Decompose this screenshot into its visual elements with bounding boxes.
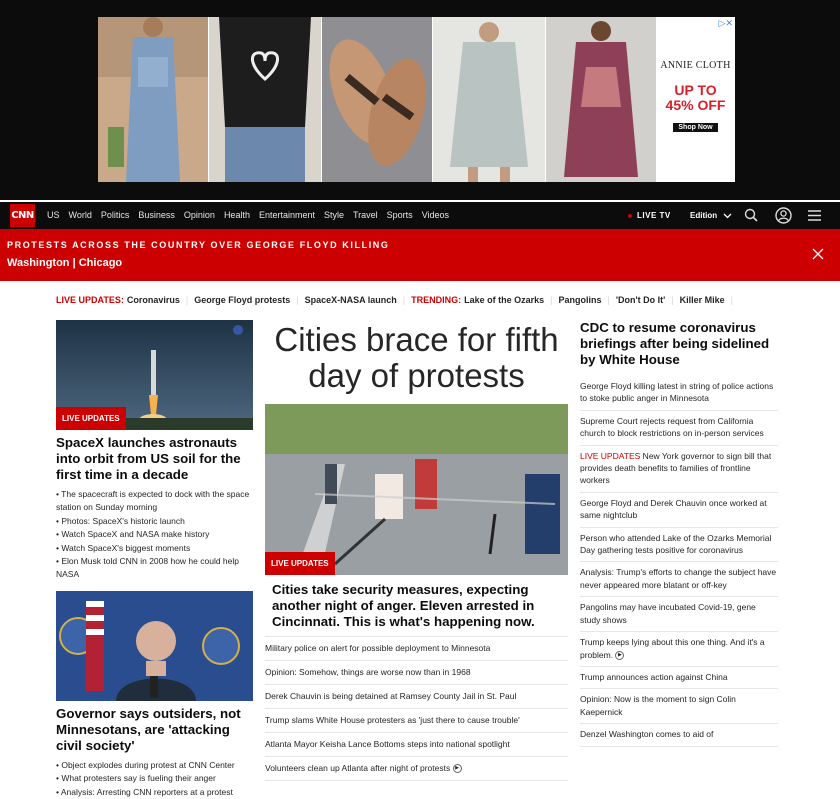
list-item[interactable] <box>580 562 778 597</box>
protests-story-list <box>265 636 568 781</box>
list-item-text: Trump announces action against China <box>580 671 728 682</box>
list-item[interactable] <box>580 376 778 411</box>
bullet-item[interactable]: • What protesters say is fueling their anger <box>56 773 216 784</box>
account-icon[interactable] <box>775 207 792 224</box>
list-item[interactable] <box>580 667 778 689</box>
search-icon[interactable] <box>744 208 758 222</box>
trending-label: TRENDING: <box>411 295 462 305</box>
list-item-text: Denzel Washington comes to aid of <box>580 729 714 740</box>
list-item[interactable] <box>580 597 778 632</box>
list-item-text: George Floyd killing latest in string of police actions to stoke public anger in Minnesota <box>580 381 774 404</box>
close-icon[interactable] <box>812 248 824 260</box>
chevron-down-icon <box>723 213 732 219</box>
list-item[interactable] <box>580 411 778 446</box>
trending-link-dont-do-it[interactable]: 'Don't Do It' <box>615 295 666 305</box>
list-item-text: Opinion: Now is the moment to sign Colin Kaepernick <box>580 694 736 717</box>
trending-link-pangolins[interactable]: Pangolins <box>558 295 602 305</box>
banner-title[interactable]: PROTESTS ACROSS THE COUNTRY OVER GEORGE FLOYD KILLING <box>7 240 390 250</box>
list-item-text: George Floyd and Derek Chauvin once worked at same nightclub <box>580 497 767 521</box>
list-item[interactable]: Opinion: Somehow, things are worse now than in 1968 <box>265 661 568 685</box>
hamburger-menu-icon[interactable] <box>808 210 821 221</box>
live-updates-prefix: LIVE UPDATES <box>580 450 641 461</box>
list-item-text: New York governor to sign bill that provides death benefits to families of frontline workers <box>580 450 772 486</box>
trending-link-george-floyd[interactable]: George Floyd protests <box>194 295 291 305</box>
live-updates-tag: LIVE UPDATES <box>265 552 335 575</box>
protests-headline[interactable]: Cities take security measures, expecting another night of anger. Eleven arrested in Cincinnati. This is what's happening now. <box>272 582 535 629</box>
ad-shop-now-button[interactable]: Shop Now <box>673 123 717 132</box>
cnn-logo[interactable]: CNN <box>10 204 35 227</box>
ad-photo-dress[interactable] <box>433 17 545 182</box>
list-item-text: Volunteers clean up Atlanta after night of protests <box>265 763 451 773</box>
list-item[interactable]: Derek Chauvin is being detained at Ramsey County Jail in St. Paul <box>265 685 568 709</box>
trending-link-ozarks[interactable]: Lake of the Ozarks <box>464 295 545 305</box>
top-nav <box>0 202 840 229</box>
bullet-item[interactable]: • Elon Musk told CNN in 2008 how he could help NASA <box>56 556 239 580</box>
right-column <box>580 320 778 747</box>
spacex-bullets <box>56 488 253 582</box>
banner-link-washington[interactable]: Washington <box>7 257 70 269</box>
ad-photo-tshirt[interactable] <box>209 17 321 182</box>
nav-link-style[interactable]: Style <box>323 210 344 220</box>
live-dot-icon <box>628 214 632 218</box>
protest-cleanup-image[interactable] <box>265 404 568 575</box>
list-item-text: Analysis: Trump's efforts to change the subject have never appeared more blatant or off-key <box>580 567 777 590</box>
banner-links <box>7 257 122 269</box>
nav-link-us[interactable]: US <box>47 210 60 220</box>
bullet-item[interactable]: • Watch SpaceX and NASA make history <box>56 529 210 540</box>
list-item[interactable]: Trump slams White House protesters as 'just there to cause trouble' <box>265 709 568 733</box>
ad-brand: ANNIE CLOTH <box>660 60 731 71</box>
bullet-item[interactable]: • Analysis: Arresting CNN reporters at a protest <box>56 786 233 797</box>
list-item[interactable]: Atlanta Mayor Keisha Lance Bottoms steps into national spotlight <box>265 733 568 757</box>
ad-photo-sandals[interactable] <box>322 17 432 182</box>
left-column <box>56 320 253 799</box>
ad-band <box>0 0 840 200</box>
trending-link-coronavirus[interactable]: Coronavirus <box>126 295 180 305</box>
bullet-item[interactable]: • The spacecraft is expected to dock with the space station on Sunday morning <box>56 489 250 513</box>
ad-copy[interactable] <box>656 17 735 182</box>
right-story-list <box>580 376 778 747</box>
middle-column <box>265 320 568 781</box>
list-item[interactable]: Military police on alert for possible deployment to Minnesota <box>265 636 568 661</box>
nav-link-world[interactable]: World <box>68 210 92 220</box>
governor-image[interactable] <box>56 591 253 701</box>
nav-link-opinion[interactable]: Opinion <box>183 210 215 220</box>
list-item[interactable] <box>580 689 778 724</box>
governor-bullets <box>56 759 253 799</box>
play-icon: ▶ <box>615 651 624 660</box>
main-headline[interactable]: Cities brace for fifth day of protests <box>274 321 559 394</box>
banner-link-chicago[interactable]: Chicago <box>78 257 123 269</box>
nav-links <box>47 210 449 220</box>
live-updates-label: LIVE UPDATES: <box>56 295 124 305</box>
list-item-text: Supreme Court rejects request from California church to block restrictions on in-person services <box>580 415 764 439</box>
list-item[interactable] <box>580 446 778 493</box>
nav-link-videos[interactable]: Videos <box>421 210 450 220</box>
list-item[interactable] <box>265 757 568 781</box>
list-item-text: Person who attended Lake of the Ozarks Memorial Day gathering tests positive for coronavirus <box>580 532 772 556</box>
list-item-text: Pangolins may have incubated Covid-19, gene study shows <box>580 602 756 625</box>
banner-divider: | <box>72 257 76 269</box>
trending-link-killer-mike[interactable]: Killer Mike <box>679 295 725 305</box>
adchoices-icon[interactable]: ▷✕ <box>718 18 733 28</box>
spacex-launch-image[interactable] <box>56 320 253 430</box>
list-item[interactable] <box>580 528 778 563</box>
nav-link-travel[interactable]: Travel <box>353 210 378 220</box>
spacex-headline[interactable]: SpaceX launches astronauts into orbit from US soil for the first time in a decade <box>56 435 241 482</box>
nav-link-sports[interactable]: Sports <box>386 210 413 220</box>
nav-link-politics[interactable]: Politics <box>100 210 130 220</box>
nav-link-business[interactable]: Business <box>138 210 175 220</box>
advertisement[interactable] <box>98 17 735 182</box>
list-item[interactable] <box>580 493 778 528</box>
list-item[interactable] <box>580 632 778 667</box>
ad-offer-line2: 45% OFF <box>665 97 726 113</box>
live-tv-link[interactable] <box>628 211 671 220</box>
edition-menu[interactable] <box>690 211 732 220</box>
edition-label: Edition <box>690 211 718 220</box>
bullet-item[interactable]: • Object explodes during protest at CNN Center <box>56 759 235 770</box>
list-item[interactable] <box>580 724 778 746</box>
governor-headline[interactable]: Governor says outsiders, not Minnesotans, are 'attacking civil society' <box>56 705 241 753</box>
ad-photo-overalls[interactable] <box>98 17 208 182</box>
nav-link-health[interactable]: Health <box>223 210 250 220</box>
breaking-news-banner[interactable] <box>0 229 840 281</box>
bullet-item[interactable]: • Watch SpaceX's biggest moments <box>56 542 191 553</box>
play-icon: ▶ <box>453 764 462 773</box>
live-tv-label: LIVE TV <box>637 211 671 220</box>
ad-offer-line1: UP TO <box>674 82 717 98</box>
trending-link-spacex[interactable]: SpaceX-NASA launch <box>304 295 397 305</box>
ad-photo-boho-dress[interactable] <box>546 17 656 182</box>
live-updates-tag: LIVE UPDATES <box>56 407 126 430</box>
list-item-text: Trump keeps lying about this one thing. And it's a problem. <box>580 637 765 660</box>
bullet-item[interactable]: • Photos: SpaceX's historic launch <box>56 515 185 526</box>
trending-bar: LIVE UPDATES: Coronavirus | George Floyd protests | SpaceX-NASA launch | TRENDING: Lake of the Ozarks | Pangolins | 'Don't Do It' | Killer Mike | <box>56 295 733 305</box>
nav-link-entertainment[interactable]: Entertainment <box>258 210 315 220</box>
cdc-headline[interactable]: CDC to resume coronavirus briefings after being sidelined by White House <box>580 320 770 367</box>
